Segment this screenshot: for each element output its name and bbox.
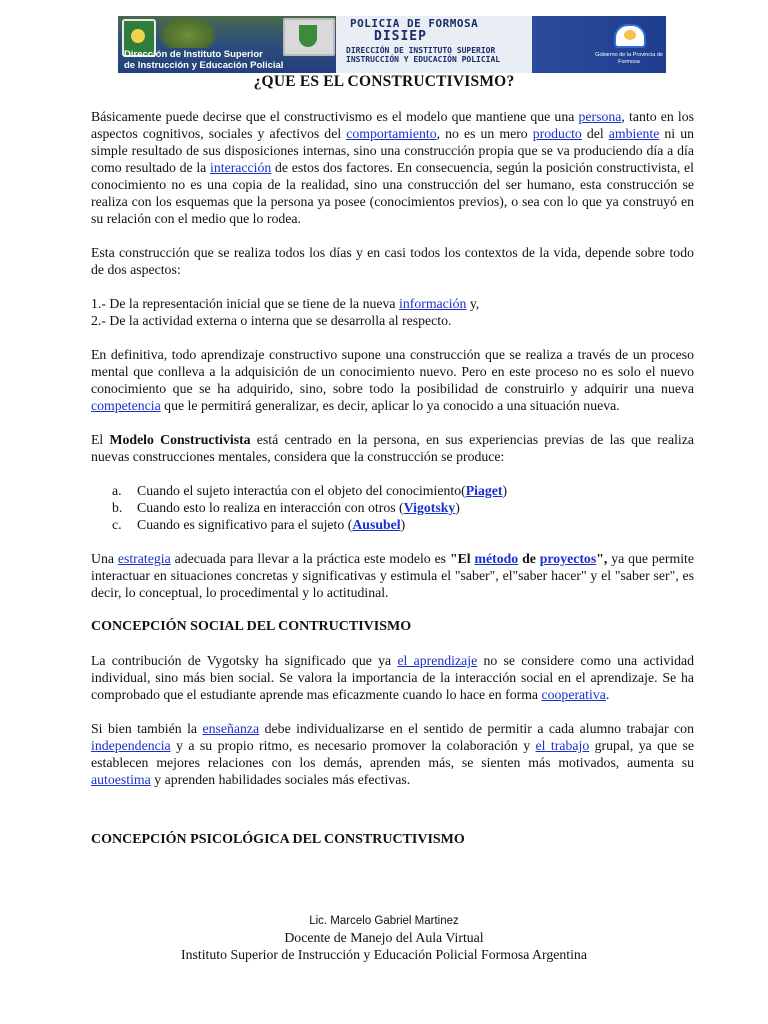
tree-emblem-icon <box>158 16 218 48</box>
text-span: El <box>91 432 110 447</box>
paragraph-definitiva <box>91 346 694 414</box>
aspect-2: 2.- De la actividad externa o interna que se desarrolla al respecto. <box>91 313 452 328</box>
list-marker: a. <box>112 483 122 498</box>
link-autoestima[interactable]: autoestima <box>91 772 151 787</box>
province-logo-icon <box>614 24 646 48</box>
link-el-aprendizaje[interactable]: el aprendizaje <box>397 653 478 668</box>
text-span: Si bien también la <box>91 721 203 736</box>
text-span: está centrado en la persona, en sus experiencias previas de las que realiza nuevas construcciones mentales, considera que la construcción se produce: <box>91 432 694 464</box>
heading-social: CONCEPCIÓN SOCIAL DEL CONTRUCTIVISMO <box>91 619 412 634</box>
text-span: . <box>605 687 610 702</box>
bold-span: ", <box>596 551 608 566</box>
link-persona[interactable]: persona <box>578 109 622 124</box>
text-span: y aprenden habilidades sociales más efectivas. <box>150 772 411 787</box>
paragraph-intro <box>91 108 694 227</box>
list-item <box>112 482 694 499</box>
link-comportamiento[interactable]: comportamiento <box>346 126 437 141</box>
text-span: Básicamente puede decirse que el constructivismo es el modelo que mantiene que una <box>91 109 579 124</box>
text-span: ) <box>455 500 460 515</box>
banner-left-line-2: de Instrucción y Educación Policial <box>124 60 284 71</box>
link-cooperativa[interactable]: cooperativa <box>541 687 606 702</box>
text-span: ) <box>400 517 406 532</box>
text-span: del <box>581 126 609 141</box>
banner-left-line-1: Dirección de Instituto Superior <box>124 49 263 60</box>
paragraph-modelo <box>91 431 694 465</box>
text-span: Cuando es significativo para el sujeto ( <box>137 517 353 532</box>
text-span: adecuada para llevar a la práctica este modelo es <box>170 551 450 566</box>
text-span: La contribución de Vygotsky ha significado que ya <box>91 653 398 668</box>
banner-plaque <box>336 16 532 73</box>
document-body <box>91 108 694 848</box>
link-el-trabajo[interactable]: el trabajo <box>535 738 590 753</box>
text-span: En definitiva, todo aprendizaje constructivo supone una construcción que se realiza a través de un proceso mental que conlleva a la adquisición de un conocimiento nuevo. Pero en este proceso no es solo el nuevo conocimiento que se ha adquirido, sino, sobre todo la posibilidad de construirlo y adquirir una nueva <box>91 347 694 396</box>
list-item <box>112 499 694 516</box>
paragraph-vygotsky <box>91 652 694 703</box>
link-estrategia[interactable]: estrategia <box>117 551 171 566</box>
footer-role: Docente de Manejo del Aula Virtual <box>284 930 484 945</box>
text-span: debe individualizarse en el sentido de permitir a cada alumno trabajar con <box>259 721 694 736</box>
link-interaccion[interactable]: interacción <box>210 160 272 175</box>
text-span: Cuando esto lo realiza en interacción con otros ( <box>137 500 404 515</box>
heading-psicologica: CONCEPCIÓN PSICOLÓGICA DEL CONSTRUCTIVISMO <box>91 832 465 847</box>
link-independencia[interactable]: independencia <box>91 738 171 753</box>
text-span: ni un simple resultado de sus disposiciones internas, sino una construcción propia que se va produciendo día a día como resultado de la <box>91 126 694 175</box>
banner-right-panel <box>532 16 666 73</box>
text-span: , tanto en los aspectos cognitivos, sociales y afectivos del <box>91 109 695 141</box>
text-span: y a su propio ritmo, es necesario promover la colaboración y <box>170 738 536 753</box>
link-vigotsky[interactable]: Vigotsky <box>403 500 456 515</box>
header-banner <box>118 16 666 73</box>
bold-modelo-constructivista: Modelo Constructivista <box>109 432 251 447</box>
plaque-police-text: POLICIA DE FORMOSA <box>350 17 479 30</box>
paragraph-estrategia <box>91 550 694 601</box>
paragraph-construction: Esta construcción que se realiza todos los días y en casi todos los contextos de la vida, depende sobre todo de dos aspectos: <box>91 245 694 277</box>
link-competencia[interactable]: competencia <box>91 398 161 413</box>
plaque-acronym: DISIEP <box>374 29 427 44</box>
link-ensenanza[interactable]: enseñanza <box>202 721 260 736</box>
text-span: , no es un mero <box>436 126 533 141</box>
text-span: que le permitirá generalizar, es decir, aplicar lo ya conocido a una situación nueva. <box>160 398 620 413</box>
footer-author: Lic. Marcelo Gabriel Martinez <box>309 915 459 927</box>
conditions-list <box>91 482 694 533</box>
text-span: y, <box>466 296 480 311</box>
page-title: ¿QUE ES EL CONSTRUCTIVISMO? <box>253 73 515 90</box>
text-span: Cuando el sujeto interactúa con el objeto del conocimiento( <box>137 483 466 498</box>
list-marker: c. <box>112 517 122 532</box>
footer-institution: Instituto Superior de Instrucción y Educación Policial Formosa Argentina <box>181 947 587 962</box>
text-span: de estos dos factores. En consecuencia, según la posición constructivista, el conocimiento no es una copia de la realidad, sino una construcción del ser humano, esta construcción se realiza con los esquemas que la persona ya posee (conocimientos previos), o sea con lo que ya construyó en su relación con el medio que lo rodea. <box>91 160 694 226</box>
bold-span: "El <box>449 551 475 566</box>
list-marker: b. <box>112 500 123 515</box>
link-piaget[interactable]: Piaget <box>465 483 503 498</box>
text-span: ) <box>502 483 508 498</box>
province-text: Gobierno de la Provincia de Formosa <box>595 52 663 65</box>
text-span: ya que permite interactuar en situaciones concretas y significativas y estimula el "saber", el"saber hacer" y el "saber ser", es decir, lo conceptual, lo procedimental y lo actitudinal. <box>91 551 695 600</box>
text-span: 1.- De la representación inicial que se tiene de la nueva <box>91 296 399 311</box>
bold-span: de <box>518 551 540 566</box>
link-informacion[interactable]: información <box>399 296 467 311</box>
text-span: grupal, ya que se establecen mejores relaciones con los demás, aprenden más, se sienten más motivados, aumenta su <box>91 738 694 770</box>
list-item <box>112 516 694 533</box>
plaque-direction-text: DIRECCIÓN DE INSTITUTO SUPERIOR INSTRUCCIÓN Y EDUCACIÓN POLICIAL <box>346 46 501 64</box>
link-metodo[interactable]: método <box>474 551 519 566</box>
page-footer <box>0 913 768 963</box>
aspect-1 <box>91 295 694 312</box>
text-span: no se considere como una actividad individual, sino más bien social. Se valora la importancia de la interacción social en el aprendizaje. Se ha comprobado que el estudiante aprende mas eficazmente cuando lo hace en forma <box>91 653 694 702</box>
link-proyectos[interactable]: proyectos <box>539 551 597 566</box>
paragraph-ensenanza <box>91 720 694 788</box>
link-ambiente[interactable]: ambiente <box>608 126 660 141</box>
link-ausubel[interactable]: Ausubel <box>352 517 401 532</box>
link-producto[interactable]: producto <box>532 126 582 141</box>
text-span: Una <box>91 551 118 566</box>
